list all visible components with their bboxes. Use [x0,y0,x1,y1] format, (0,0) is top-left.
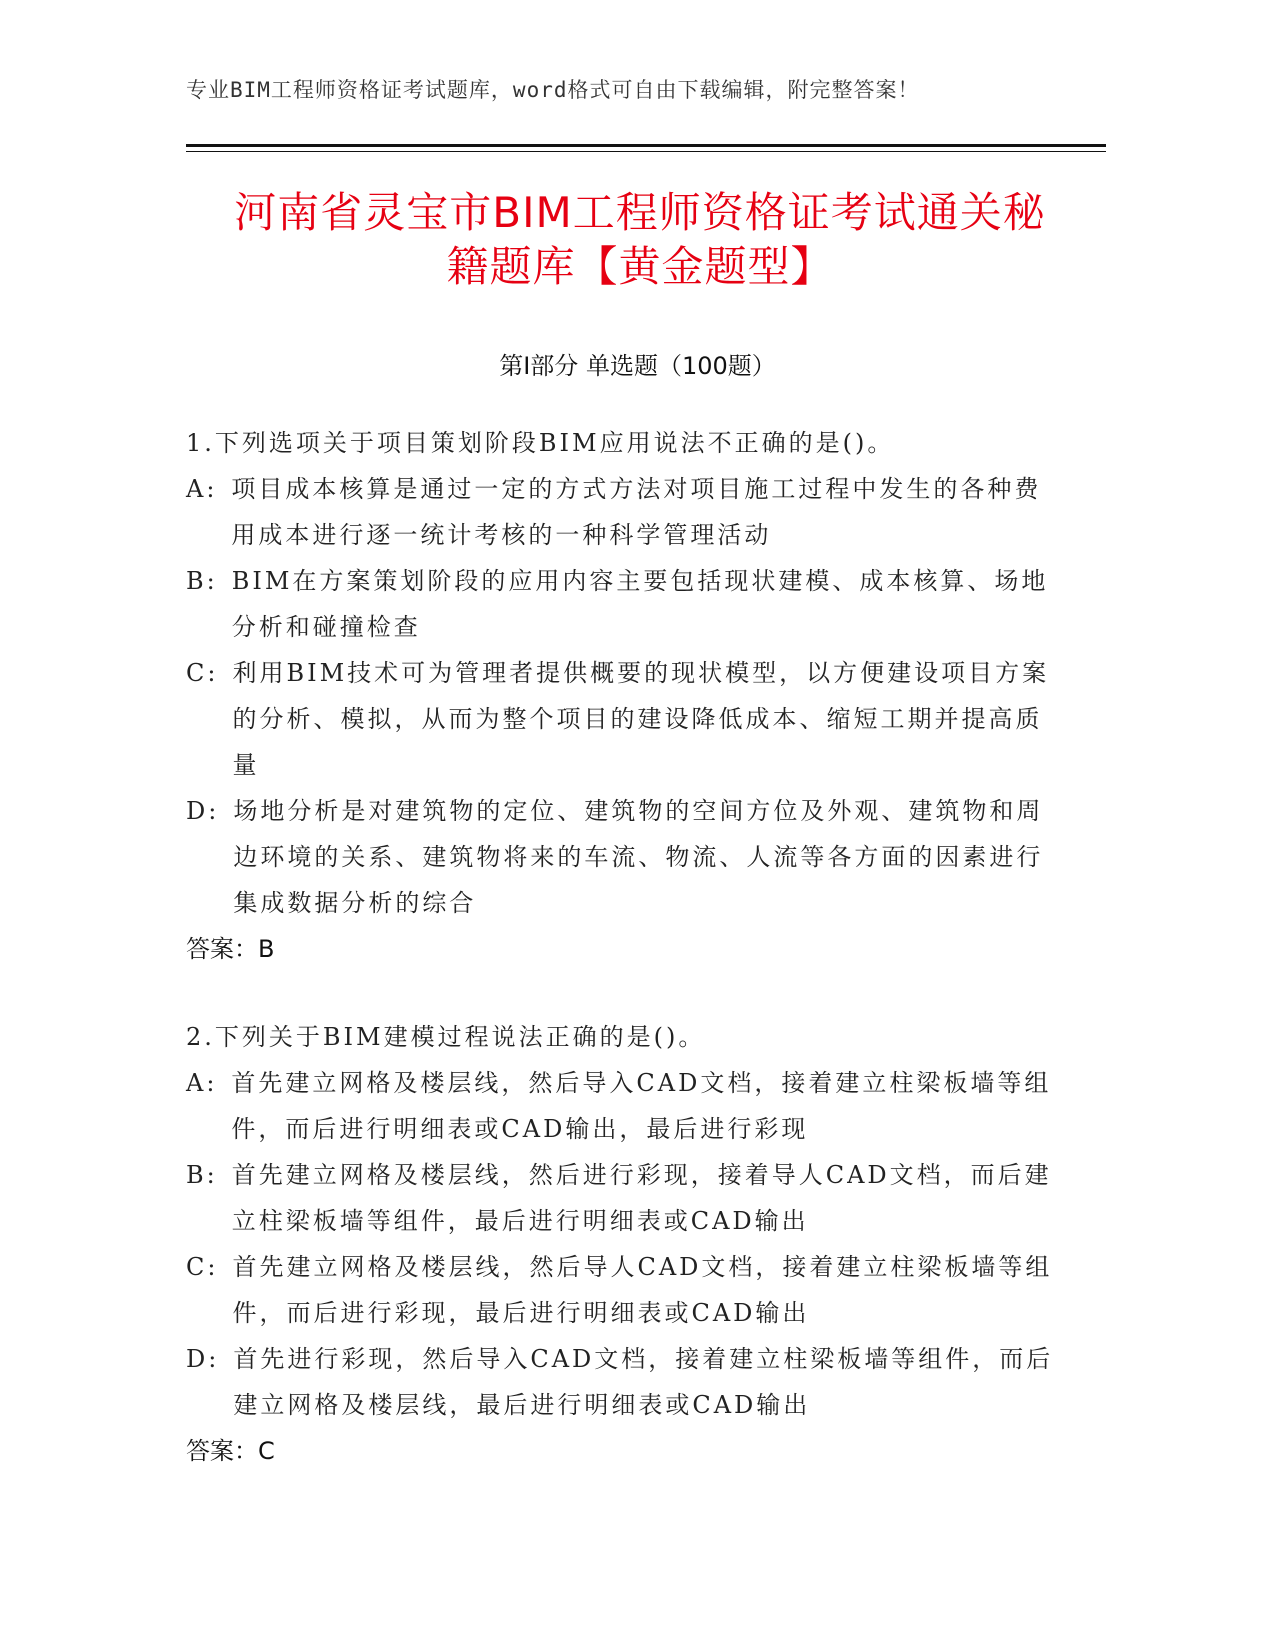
question-stem: 1.下列选项关于项目策划阶段BIM应用说法不正确的是()。 [186,429,895,457]
option-text: 首先进行彩现，然后导入CAD文档，接着建立柱梁板墙等组件，而后建立网格及楼层线，最后进行明细表或CAD输出 [233,1345,1054,1419]
option-letter: C: [186,1253,219,1281]
option-letter: D: [186,1345,220,1373]
title-line-1: 河南省灵宝市BIM工程师资格证考试通关秘 [234,188,1046,237]
section-title: 第Ⅰ部分 单选题（100题） [499,352,776,380]
option-text: 利用BIM技术可为管理者提供概要的现状模型，以方便建设项目方案的分析、模拟，从而为整个项目的建设降低成本、缩短工期并提高质量 [232,659,1050,779]
header-rule-thin [186,151,1106,152]
option-a [186,1060,1066,1152]
option-text: 首先建立网格及楼层线，然后导人CAD文档，接着建立柱梁板墙等组件，而后进行彩现，最后进行明细表或CAD输出 [232,1253,1053,1327]
option-d [186,1336,1066,1428]
question-1 [186,420,1066,972]
option-text: 场地分析是对建筑物的定位、建筑物的空间方位及外观、建筑物和周边环境的关系、建筑物将来的车流、物流、人流等各方面的因素进行集成数据分析的综合 [233,797,1044,917]
option-text: 首先建立网格及楼层线，然后进行彩现，接着导人CAD文档，而后建立柱梁板墙等组件，最后进行明细表或CAD输出 [231,1161,1052,1235]
title-line-2: 籍题库【黄金题型】 [446,242,834,291]
option-text: BIM在方案策划阶段的应用内容主要包括现状建模、成本核算、场地分析和碰撞检查 [231,567,1049,641]
question-2 [186,1014,1066,1474]
option-b [186,1152,1066,1244]
answer: 答案：C [186,1437,275,1465]
answer: 答案：B [186,935,275,963]
question-stem: 2.下列关于BIM建模过程说法正确的是()。 [186,1023,706,1051]
question-list [186,420,1066,1516]
option-text: 项目成本核算是通过一定的方式方法对项目施工过程中发生的各种费用成本进行逐一统计考核的一种科学管理活动 [231,475,1042,549]
option-d [186,788,1066,926]
option-letter: B: [186,567,218,595]
header-rule [186,144,1106,147]
option-letter: A: [186,1069,218,1097]
option-c [186,650,1066,788]
option-b [186,558,1066,650]
option-text: 首先建立网格及楼层线，然后导入CAD文档，接着建立柱梁板墙等组件，而后进行明细表或CAD输出，最后进行彩现 [231,1069,1052,1143]
option-letter: A: [186,475,218,503]
option-letter: B: [186,1161,218,1189]
option-a [186,466,1066,558]
option-letter: D: [186,797,220,825]
page-header: 专业BIM工程师资格证考试题库，word格式可自由下载编辑，附完整答案！ [186,78,920,102]
option-letter: C: [186,659,219,687]
option-c [186,1244,1066,1336]
document-title [140,186,1140,294]
